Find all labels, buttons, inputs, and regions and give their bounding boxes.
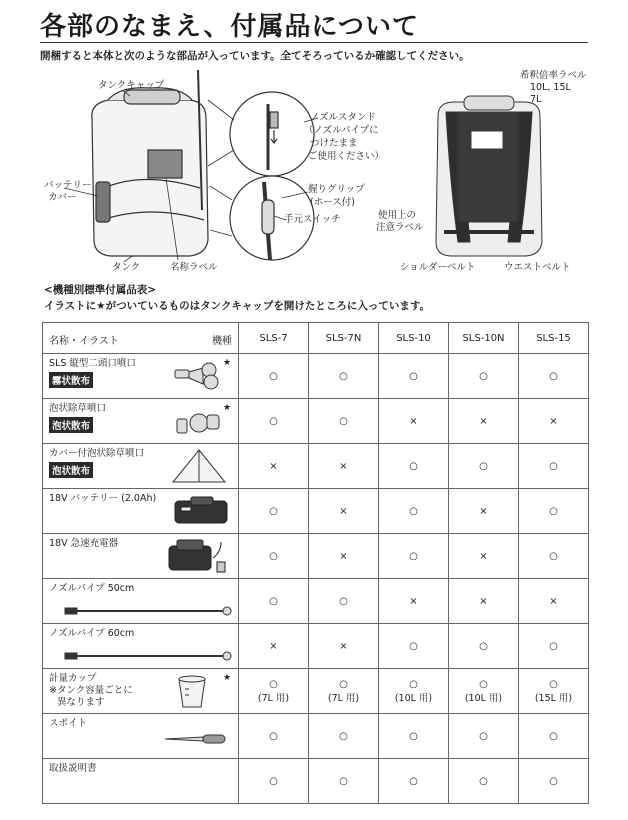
header-model: 機種 [212,336,232,347]
availability-mark: ○ [549,678,558,690]
label-tank: タンク [112,262,141,273]
availability-mark: ○ [269,550,278,562]
availability-cell [379,444,449,489]
availability-cell [449,669,519,714]
label-waist-belt: ウエストベルト [504,262,571,273]
measuring-cup-icon [175,675,209,712]
availability-cell [309,534,379,579]
item-cell [43,759,239,804]
item-name: 泡状除草噴口 [49,403,107,414]
availability-mark: × [479,550,488,562]
label-name-label: 名称ラベル [170,262,218,273]
label-dilution-1: 希釈倍率ラベル [520,70,587,81]
availability-mark: × [339,550,348,562]
availability-mark: ○ [269,505,278,517]
availability-cell [519,759,589,804]
availability-cell [449,354,519,399]
pipe-icon [63,650,233,665]
availability-mark: ○ [269,678,278,690]
availability-mark: ○ [479,678,488,690]
item-cell [43,714,239,759]
item-name: スポイト [49,718,88,729]
availability-cell [449,444,519,489]
label-shoulder-belt: ショルダーベルト [400,262,476,273]
item-cell [43,354,239,399]
item-name: 18V バッテリー (2.0Ah) [49,493,157,504]
twin-nozzle-icon [173,358,225,395]
availability-cell [449,759,519,804]
pipe-icon [63,605,233,620]
table-row [43,669,589,714]
label-caution-1: 使用上の [378,210,417,221]
spray-type-badge: 泡状散布 [49,462,93,478]
availability-cell [309,579,379,624]
availability-cell [309,714,379,759]
label-dilution-2: 10L, 15L [530,82,571,93]
availability-mark: ○ [339,370,348,382]
header-model-3: SLS-10N [449,323,519,354]
availability-mark: ○ [479,775,488,787]
availability-cell [309,759,379,804]
item-name: ノズルパイプ 60cm [49,628,135,639]
table-row [43,399,589,444]
availability-cell [379,489,449,534]
availability-mark: × [339,505,348,517]
availability-cell [519,534,589,579]
table-header-row [43,323,589,354]
availability-cell [449,579,519,624]
availability-cell [239,579,309,624]
availability-cell [239,444,309,489]
availability-cell [519,489,589,534]
header-model-2: SLS-10 [379,323,449,354]
spray-type-badge: 泡状散布 [49,417,93,433]
availability-mark: ○ [479,730,488,742]
availability-mark: ○ [479,460,488,472]
label-nozzle-stand-3: つけたまま [310,138,358,149]
availability-mark: × [339,460,348,472]
availability-mark: ○ [409,370,418,382]
table-row [43,759,589,804]
sprayer-front-illustration [60,70,380,270]
star-mark: ★ [223,673,232,683]
availability-mark: × [479,595,488,607]
availability-cell [239,354,309,399]
table-row [43,714,589,759]
availability-cell [519,444,589,489]
availability-cell [239,624,309,669]
availability-cell [449,714,519,759]
cover-nozzle-icon [169,448,229,489]
section-note: イラストに★がついているものはタンクキャップを開けたところに入っています。 [44,300,431,312]
availability-cell [379,714,449,759]
availability-mark: ○ [339,730,348,742]
item-name: SLS 縦型二頭口噴口 [49,358,136,369]
availability-mark: ○ [409,505,418,517]
foam-nozzle-icon [173,405,225,442]
availability-mark: ○ [549,550,558,562]
item-cell [43,579,239,624]
availability-cell [379,624,449,669]
availability-cell [379,669,449,714]
availability-cell [239,399,309,444]
item-name: カバー付泡状除草噴口 [49,448,145,459]
table-row [43,579,589,624]
item-name: ノズルパイプ 50cm [49,583,135,594]
availability-mark: ○ [549,730,558,742]
availability-mark: ○ [409,640,418,652]
header-model-0: SLS-7 [239,323,309,354]
availability-cell [379,579,449,624]
availability-mark: × [339,640,348,652]
availability-cell [309,624,379,669]
availability-mark: ○ [269,595,278,607]
availability-mark: ○ [549,775,558,787]
label-tank-cap: タンクキャップ [98,80,165,91]
availability-mark: ○ [339,775,348,787]
availability-mark: ○ [409,678,418,690]
availability-cell [519,714,589,759]
availability-mark: ○ [269,415,278,427]
availability-mark: ○ [409,550,418,562]
item-name-note-1: ※タンク容量ごとに [49,685,133,696]
availability-cell [519,624,589,669]
label-grip-2: (ホース付) [310,197,355,208]
item-cell [43,624,239,669]
charger-icon [165,538,229,577]
item-name-note-2: 異なります [57,697,105,708]
label-battery-cover-2: カバー [48,192,77,203]
availability-cell [519,579,589,624]
label-caution-2: 注意ラベル [376,222,424,233]
star-mark: ★ [223,403,232,413]
capacity-note: (7L 用) [257,692,290,704]
availability-mark: ○ [339,415,348,427]
availability-cell [239,534,309,579]
availability-mark: ○ [269,730,278,742]
availability-mark: × [549,415,558,427]
availability-cell [309,444,379,489]
availability-cell [309,489,379,534]
header-name-cell [43,323,239,354]
table-row [43,444,589,489]
availability-mark: ○ [409,775,418,787]
availability-mark: × [549,595,558,607]
availability-cell [379,534,449,579]
table-row [43,534,589,579]
availability-cell [449,489,519,534]
availability-mark: ○ [409,460,418,472]
availability-mark: ○ [339,595,348,607]
availability-cell [449,399,519,444]
availability-mark: ○ [479,640,488,652]
availability-mark: ○ [269,775,278,787]
header-model-4: SLS-15 [519,323,589,354]
availability-mark: ○ [339,678,348,690]
intro-text: 開梱すると本体と次のような部品が入っています。全てそろっているか確認してください。 [40,50,470,62]
table-row [43,354,589,399]
label-nozzle-stand-1: ノズルスタンド [310,112,376,123]
capacity-note: (10L 用) [394,692,433,704]
star-mark: ★ [223,358,232,368]
availability-mark: ○ [549,505,558,517]
availability-mark: × [479,415,488,427]
availability-mark: ○ [479,370,488,382]
accessory-table [42,322,589,804]
capacity-note: (7L 用) [327,692,360,704]
availability-cell [449,534,519,579]
item-name: 取扱説明書 [49,763,97,774]
label-battery-cover-1: バッテリー [44,180,92,191]
item-cell [43,669,239,714]
table-row [43,489,589,534]
label-hand-switch: 手元スイッチ [284,214,341,225]
spray-type-badge: 霧状散布 [49,372,93,388]
item-name: 計量カップ [49,673,97,684]
availability-cell [519,399,589,444]
label-nozzle-stand-4: ご使用ください） [308,151,385,162]
availability-cell [309,354,379,399]
header-model-1: SLS-7N [309,323,379,354]
capacity-note: (15L 用) [534,692,573,704]
battery-icon [173,495,229,530]
availability-cell [239,759,309,804]
label-grip-1: 握りグリップ [308,184,365,195]
availability-cell [309,669,379,714]
availability-mark: ○ [549,640,558,652]
availability-cell [449,624,519,669]
availability-cell [239,669,309,714]
availability-cell [379,759,449,804]
availability-mark: ○ [409,730,418,742]
availability-mark: ○ [269,370,278,382]
availability-cell [309,399,379,444]
availability-cell [379,399,449,444]
section-heading: <機種別標準付属品表> [44,284,157,296]
availability-mark: ○ [549,460,558,472]
availability-mark: × [409,415,418,427]
title-rule [40,42,588,43]
availability-mark: ○ [549,370,558,382]
availability-cell [239,714,309,759]
availability-mark: × [479,505,488,517]
header-name: 名称・イラスト [49,336,119,347]
capacity-note: (10L 用) [464,692,503,704]
availability-cell [519,354,589,399]
item-cell [43,534,239,579]
page-title: 各部のなまえ、付属品について [40,12,420,42]
availability-cell [379,354,449,399]
availability-mark: × [269,460,278,472]
item-name: 18V 急速充電器 [49,538,119,549]
table-row [43,624,589,669]
item-cell [43,444,239,489]
label-dilution-3: 7L [530,94,542,105]
availability-cell [519,669,589,714]
availability-mark: × [409,595,418,607]
dropper-icon [163,732,227,749]
availability-cell [239,489,309,534]
item-cell [43,399,239,444]
availability-mark: × [269,640,278,652]
label-nozzle-stand-2: （ノズルパイプに [304,125,379,136]
item-cell [43,489,239,534]
sprayer-back-illustration [424,92,554,262]
